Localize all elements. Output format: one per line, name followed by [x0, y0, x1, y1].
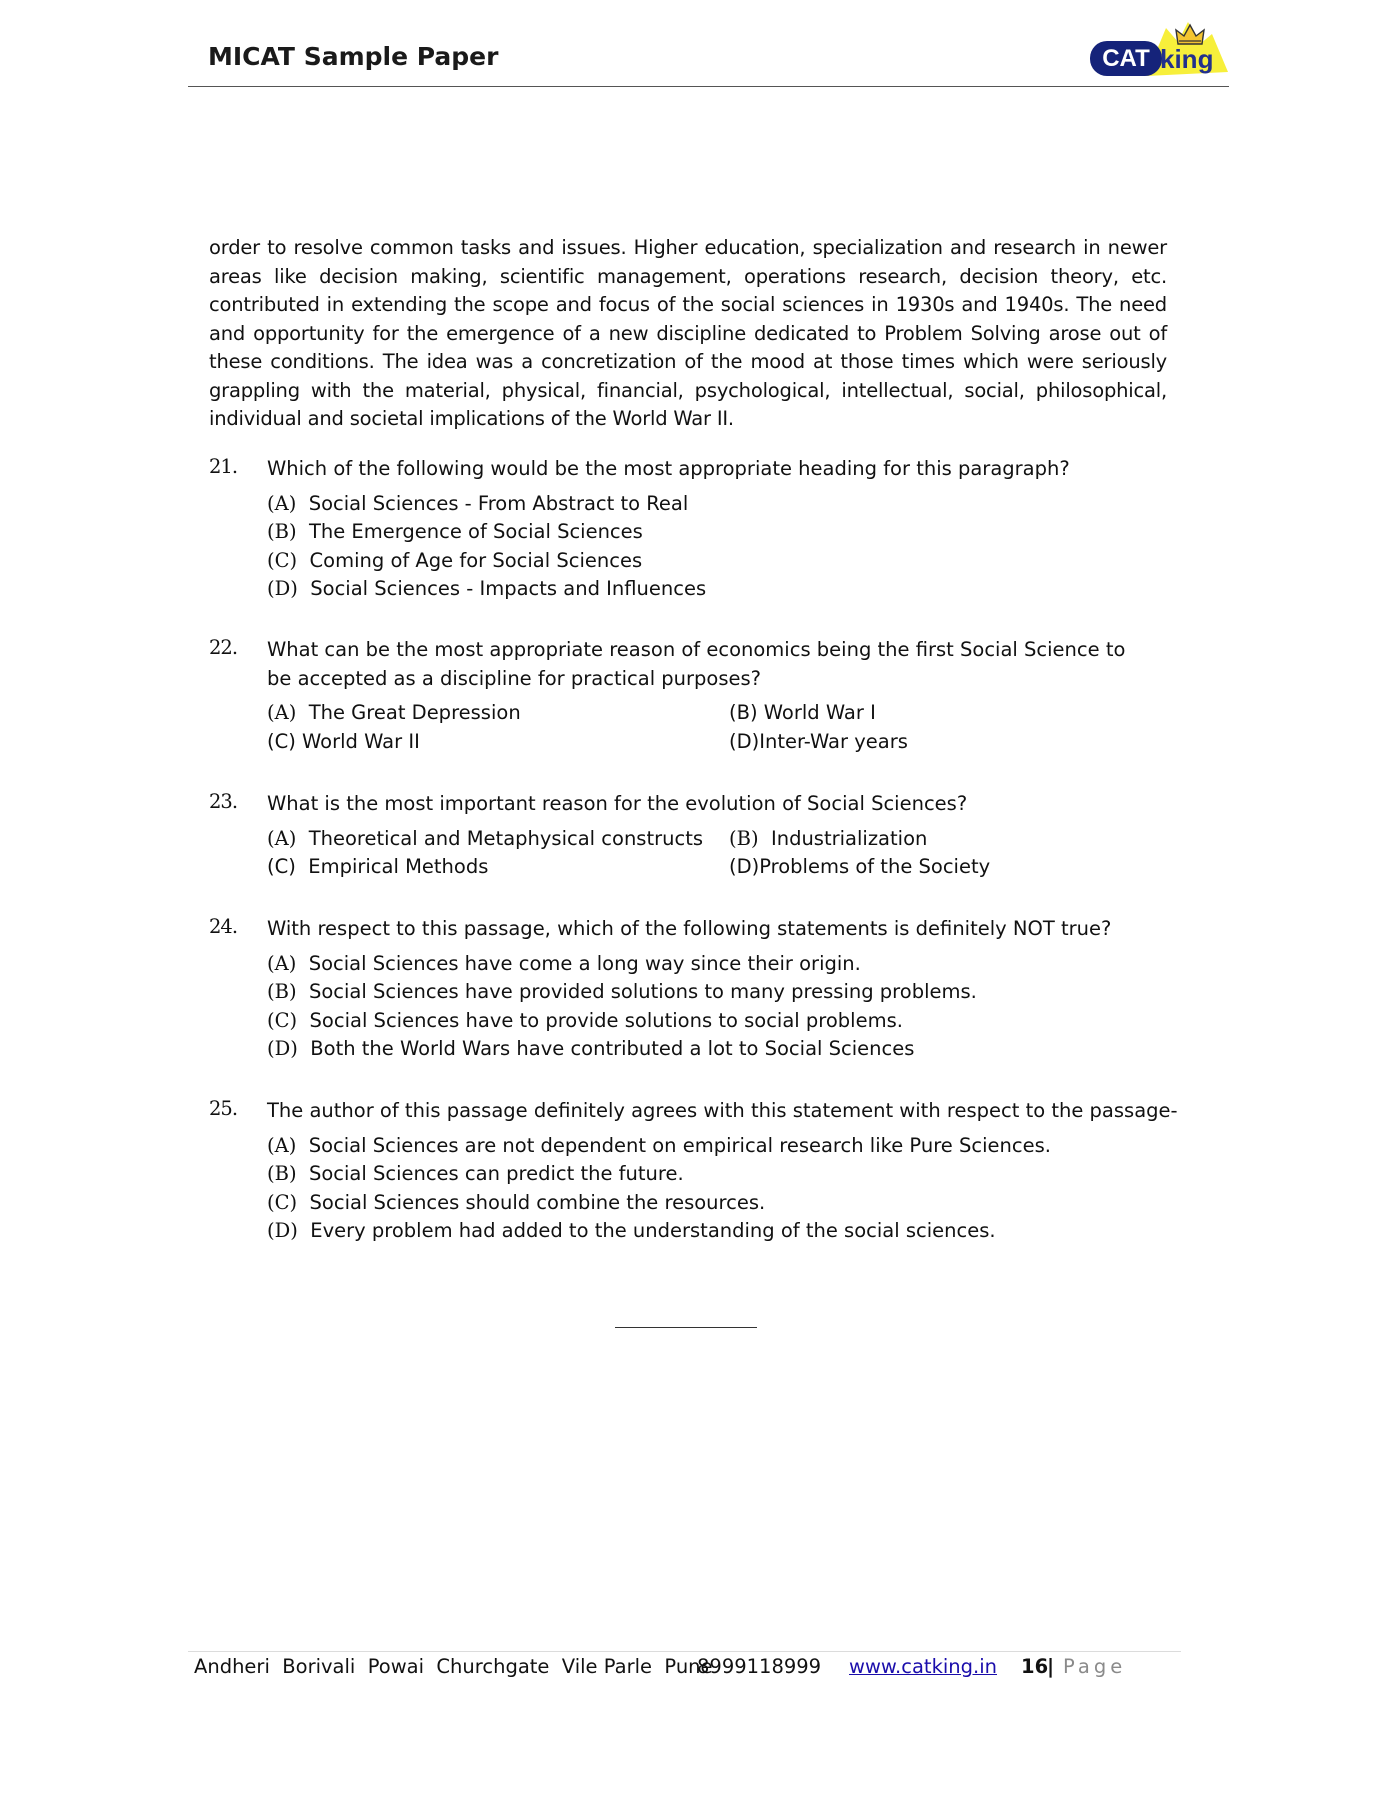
option-b — [267, 978, 1199, 1007]
option-letter: (C) — [267, 729, 296, 753]
option-d — [729, 728, 1129, 757]
option-text: Social Sciences - Impacts and Influences — [310, 577, 707, 600]
option-text: Both the World Wars have contributed a lot to Social Sciences — [310, 1037, 915, 1060]
option-text: World War II — [302, 729, 420, 753]
option-letter: (B) — [267, 520, 297, 543]
option-c — [267, 1189, 1199, 1218]
question-number: 24. — [209, 915, 238, 938]
option-text: Every problem had added to the understanding of the social sciences. — [310, 1219, 996, 1242]
option-b — [729, 825, 1129, 854]
question-21 — [209, 455, 1199, 604]
option-letter: (B) — [729, 826, 759, 850]
question-24 — [209, 915, 1199, 1064]
option-letter: (A) — [267, 701, 297, 724]
option-letter: (B) — [729, 701, 758, 724]
footer-locations: Andheri Borivali Powai Churchgate Vile Parle Pune — [194, 1655, 713, 1678]
catking-logo — [1088, 20, 1230, 80]
option-letter: (C) — [267, 1190, 298, 1214]
option-letter: (D) — [729, 729, 760, 753]
option-text: Social Sciences have provided solutions to many pressing problems. — [308, 980, 977, 1003]
option-letter: (D) — [729, 855, 760, 878]
footer-phone: 8999118999 — [697, 1655, 822, 1678]
question-text: Which of the following would be the most appropriate heading for this paragraph? — [267, 457, 1070, 480]
question-number: 23. — [209, 790, 238, 813]
option-letter: (D) — [267, 577, 298, 600]
option-text: Industrialization — [770, 826, 928, 850]
option-c — [267, 728, 729, 757]
option-letter: (B) — [267, 1162, 297, 1185]
question-number: 21. — [209, 455, 238, 478]
question-text: With respect to this passage, which of the following statements is definitely NOT true? — [267, 917, 1112, 940]
option-b — [267, 1160, 1199, 1189]
option-a — [267, 699, 729, 728]
option-text: Social Sciences - From Abstract to Real — [308, 491, 689, 515]
option-b — [267, 518, 1199, 547]
end-divider — [615, 1327, 757, 1328]
question-text: What can be the most appropriate reason of economics being the first Social Science to be accepted as a discipline for practical purposes? — [267, 638, 1126, 690]
option-a — [267, 825, 729, 854]
option-letter: (D) — [267, 1037, 298, 1060]
option-text: The Emergence of Social Sciences — [308, 520, 643, 543]
option-d — [267, 575, 1199, 604]
option-d — [267, 1217, 1199, 1246]
footer — [0, 1651, 1388, 1687]
option-text: Social Sciences have to provide solutions to social problems. — [309, 1008, 903, 1032]
option-text: Empirical Methods — [308, 855, 489, 878]
option-text: Coming of Age for Social Sciences — [309, 548, 643, 572]
footer-page-label: Page — [1063, 1655, 1127, 1678]
passage-text: order to resolve common tasks and issues. Higher education, specialization and research in newer areas like decision making, scientific management, operations research, decision theory, etc. contributed in extending the scope and focus of the social sciences in 1930s and 1940s. The need and opportunity for the emergence of a new discipline dedicated to Problem Solving arose out of these conditions. The idea was a concretization of the mood at those times which were seriously grappling with the material, physical, financial, psychological, intellectual, social, philosophical, individual and societal implications of the World War II. — [209, 236, 1167, 430]
question-number: 25. — [209, 1097, 238, 1120]
option-letter: (A) — [267, 491, 297, 515]
option-letter: (A) — [267, 951, 297, 975]
question-25 — [209, 1097, 1199, 1246]
option-b — [729, 699, 1129, 728]
question-number: 22. — [209, 636, 238, 659]
option-text: Social Sciences have come a long way since their origin. — [308, 951, 861, 975]
option-a — [267, 1132, 1199, 1161]
option-text: Social Sciences should combine the resources. — [309, 1190, 766, 1214]
question-23 — [209, 790, 1199, 882]
option-c — [267, 1007, 1199, 1036]
option-letter: (C) — [267, 548, 298, 572]
option-letter: (B) — [267, 980, 297, 1003]
option-text: Social Sciences can predict the future. — [308, 1162, 684, 1185]
option-text: The Great Depression — [308, 701, 521, 724]
header-title: MICAT Sample Paper — [208, 42, 499, 71]
option-text: World War I — [763, 701, 876, 724]
option-d — [267, 1035, 1199, 1064]
footer-website-link[interactable]: www.catking.in — [849, 1655, 997, 1678]
option-c — [267, 853, 729, 882]
option-c — [267, 547, 1199, 576]
option-letter: (C) — [267, 855, 296, 878]
logo-cat-text: CAT — [1090, 41, 1162, 76]
option-text: Theoretical and Metaphysical constructs — [308, 826, 704, 850]
question-22 — [209, 636, 1199, 756]
option-text: Problems of the Society — [759, 855, 991, 878]
logo-king-text: king — [1160, 44, 1214, 74]
question-text: The author of this passage definitely agrees with this statement with respect to the passage- — [267, 1099, 1178, 1122]
option-d — [729, 853, 1129, 882]
option-text: Inter-War years — [759, 729, 908, 753]
option-letter: (D) — [267, 1219, 298, 1242]
footer-page-number: 16 — [1021, 1655, 1049, 1678]
question-text: What is the most important reason for the evolution of Social Sciences? — [267, 792, 968, 815]
footer-separator: | — [1047, 1655, 1055, 1678]
option-letter: (A) — [267, 1133, 297, 1157]
header-divider — [188, 86, 1229, 87]
option-letter: (C) — [267, 1008, 298, 1032]
option-a — [267, 490, 1199, 519]
option-text: Social Sciences are not dependent on empirical research like Pure Sciences. — [308, 1133, 1051, 1157]
option-letter: (A) — [267, 826, 297, 850]
option-a — [267, 950, 1199, 979]
